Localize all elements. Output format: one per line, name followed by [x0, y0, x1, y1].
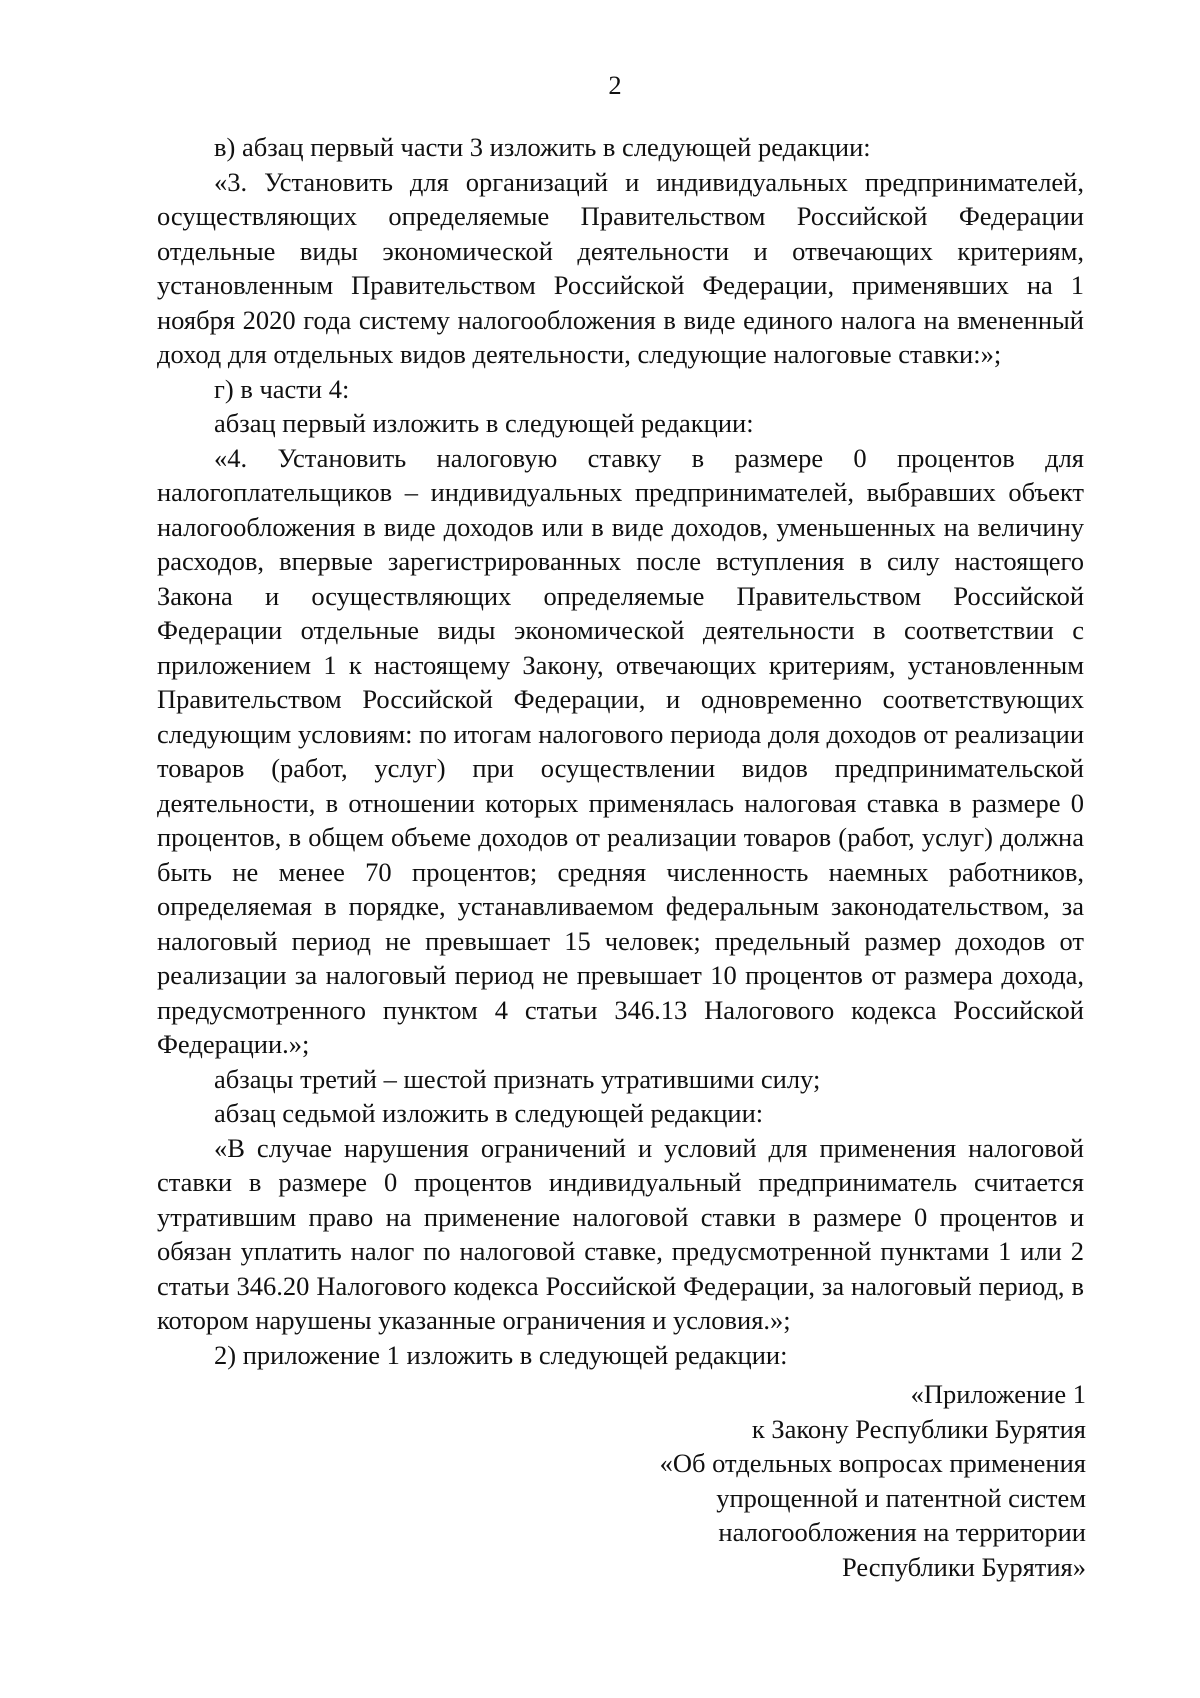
appendix-header-line: налогообложения на территории [718, 1517, 1086, 1547]
paragraph-amendment-g: г) в части 4: [214, 373, 350, 404]
appendix-header-line: к Закону Республики Бурятия [751, 1413, 1086, 1444]
paragraph-part-4-text: «4. Установить налоговую ставку в размере 0 процентов для налогоплательщиков – индивидуальных предпринимателей, выбравших объект налогообложения в виде доходов или в виде доходов, уменьшенных на величину расходов, впервые зарегистрированных после вступления в силу настоящего Закона и осуществляющих определяемые Правительством Российской Федерации отдельные виды экономической деятельности в соответствии с приложением 1 к настоящему Закону, отвечающих критериям, установленным Правительством Российской Федерации, и одновременно соответствующих следующим условиям: по итогам налогового периода доля доходов от реализации товаров (работ, услуг) при осуществлении видов предпринимательской деятельности, в отношении которых применялась налоговая ставка в размере 0 процентов, в общем объеме доходов от реализации товаров (работ, услуг) должна быть не менее 70 процентов; средняя численность наемных работников, определяемая в порядке, устанавливаемом федеральным законодательством, за налоговый период не превышает 15 человек; предельный размер доходов от реализации за налоговый период не превышает 10 процентов от размера дохода, предусмотренного пунктом 4 статьи 346.13 Налогового кодекса Российской Федерации.»; [157, 442, 1084, 1059]
paragraph-seventh-paragraph-instruction: абзац седьмой изложить в следующей редакции: [214, 1098, 764, 1128]
appendix-header-line: «Об отдельных вопросах применения [659, 1448, 1086, 1478]
appendix-header-line: «Приложение 1 [910, 1379, 1086, 1409]
appendix-header-line: упрощенной и патентной систем [716, 1482, 1086, 1513]
paragraph-amendment-v: в) абзац первый части 3 изложить в следующей редакции: [214, 132, 871, 162]
appendix-header [526, 1377, 1086, 1584]
paragraph-appendix-instruction: 2) приложение 1 изложить в следующей редакции: [214, 1339, 788, 1370]
document-body [157, 130, 1084, 1372]
paragraph-repeal-instruction: абзацы третий – шестой признать утратившими силу; [214, 1063, 821, 1094]
paragraph-first-paragraph-instruction: абзац первый изложить в следующей редакции: [214, 408, 754, 438]
appendix-header-line: Республики Бурятия» [841, 1551, 1086, 1582]
page-number: 2 [608, 70, 622, 100]
paragraph-violation-text: «В случае нарушения ограничений и условий для применения налоговой ставки в размере 0 процентов индивидуальный предприниматель считается утратившим право на применение налоговой ставки в размере 0 процентов и обязан уплатить налог по налоговой ставке, предусмотренной пунктами 1 или 2 статьи 346.20 Налогового кодекса Российской Федерации, за налоговый период, в котором нарушены указанные ограничения и условия.»; [157, 1132, 1084, 1335]
paragraph-part-3-text: «3. Установить для организаций и индивидуальных предпринимателей, осуществляющих определяемые Правительством Российской Федерации отдельные виды экономической деятельности и отвечающих критериям, установленным Правительством Российской Федерации, применявших на 1 ноября 2020 года систему налогообложения в виде единого налога на вмененный доход для отдельных видов деятельности, следующие налоговые ставки:»; [157, 166, 1084, 369]
